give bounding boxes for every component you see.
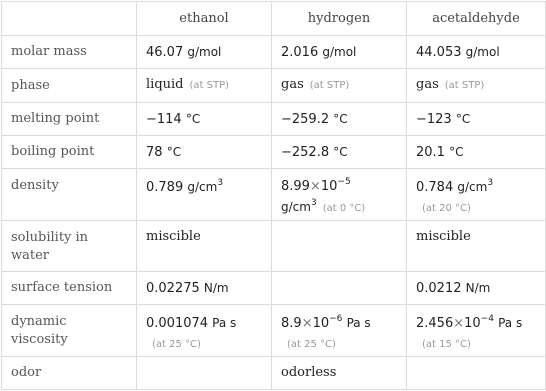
value: gas [416, 77, 439, 92]
cell-ethanol [137, 103, 272, 136]
row-odor [2, 357, 546, 390]
value: miscible [416, 229, 471, 244]
cell-acetaldehyde [407, 136, 546, 169]
times-sign: × [301, 316, 313, 331]
header-ethanol: ethanol [137, 2, 272, 36]
header-empty-cell [2, 2, 137, 36]
row-label: density [2, 169, 137, 221]
value-line [416, 313, 536, 334]
cell-hydrogen [272, 357, 407, 390]
cell-hydrogen [272, 136, 407, 169]
condition-note: (at STP) [189, 80, 230, 91]
base: 10 [320, 179, 338, 194]
unit: g/mol [465, 44, 500, 59]
value: −252.8 [281, 144, 330, 160]
row-label: boiling point [2, 136, 137, 169]
cell-acetaldehyde [407, 169, 546, 221]
unit: g/cm [457, 180, 488, 194]
unit: Pa s [498, 316, 523, 330]
row-label: odor [2, 357, 137, 390]
cell-ethanol [137, 357, 272, 390]
unit-exponent: 3 [310, 198, 317, 208]
cell-acetaldehyde [407, 69, 546, 103]
value-line [281, 177, 397, 197]
unit: N/m [203, 280, 229, 295]
note-line [281, 334, 397, 355]
condition-note: (at 20 °C) [422, 203, 471, 214]
cell-acetaldehyde [407, 36, 546, 69]
unit: g/cm [281, 200, 311, 214]
cell-hydrogen [272, 221, 407, 272]
value-line [416, 177, 536, 198]
unit: °C [166, 144, 182, 159]
unit: °C [455, 111, 471, 126]
row-density [2, 169, 546, 221]
times-sign: × [309, 179, 321, 194]
condition-note: (at STP) [444, 80, 485, 91]
unit-exponent: 3 [487, 178, 494, 188]
condition-note: (at STP) [309, 80, 350, 91]
unit: °C [449, 144, 464, 159]
cell-hydrogen [272, 305, 407, 357]
unit-line [281, 197, 397, 219]
base: 10 [464, 316, 481, 331]
header-row [2, 2, 546, 36]
cell-hydrogen [272, 272, 407, 305]
cell-ethanol [137, 136, 272, 169]
row-label: dynamic viscosity [2, 305, 137, 357]
cell-acetaldehyde [407, 305, 546, 357]
value: −259.2 [281, 111, 330, 127]
unit: °C [333, 144, 348, 159]
value: 0.784 [416, 180, 454, 195]
value: odorless [281, 365, 337, 380]
row-label: surface tension [2, 272, 137, 305]
value: 0.02275 [146, 280, 200, 296]
cell-ethanol [137, 69, 272, 103]
condition-note: (at 15 °C) [422, 339, 471, 350]
exponent: −6 [329, 314, 343, 324]
exponent: −5 [337, 177, 351, 187]
cell-acetaldehyde [407, 221, 546, 272]
value: 0.0212 [416, 280, 462, 296]
value: gas [281, 77, 304, 92]
cell-acetaldehyde [407, 103, 546, 136]
row-label: molar mass [2, 36, 137, 69]
cell-hydrogen [272, 36, 407, 69]
cell-hydrogen [272, 103, 407, 136]
note-line [146, 334, 262, 355]
condition-note: (at 25 °C) [287, 339, 336, 350]
unit: Pa s [346, 316, 371, 330]
note-line [416, 334, 536, 355]
value: miscible [146, 229, 201, 244]
header-hydrogen: hydrogen [272, 2, 407, 36]
unit: °C [185, 111, 201, 126]
cell-ethanol [137, 36, 272, 69]
row-solubility-in-water [2, 221, 546, 272]
cell-ethanol [137, 221, 272, 272]
row-label: melting point [2, 103, 137, 136]
cell-ethanol [137, 305, 272, 357]
row-label: solubility in water [2, 221, 137, 272]
unit: Pa s [212, 316, 237, 330]
value-line [146, 313, 262, 334]
row-label: phase [2, 69, 137, 103]
row-melting-point [2, 103, 546, 136]
times-sign: × [453, 316, 465, 331]
value: liquid [146, 77, 184, 92]
value: 0.001074 [146, 316, 209, 331]
row-molar-mass [2, 36, 546, 69]
condition-note: (at 25 °C) [152, 339, 201, 350]
cell-ethanol [137, 169, 272, 221]
unit: g/mol [322, 44, 357, 59]
row-dynamic-viscosity [2, 305, 546, 357]
mantissa: 2.456 [416, 316, 454, 331]
condition-note: (at 0 °C) [322, 203, 366, 214]
base: 10 [312, 316, 330, 331]
unit: g/mol [187, 44, 222, 59]
value: 2.016 [281, 44, 319, 60]
note-line [416, 198, 536, 219]
value-line [281, 313, 397, 334]
mantissa: 8.9 [281, 316, 302, 331]
value: 0.789 [146, 180, 184, 195]
cell-acetaldehyde [407, 357, 546, 390]
row-phase [2, 69, 546, 103]
value: 78 [146, 144, 163, 160]
properties-table [1, 1, 546, 390]
value: −123 [416, 111, 452, 127]
value: 46.07 [146, 44, 184, 60]
unit: N/m [465, 280, 491, 295]
header-acetaldehyde: acetaldehyde [407, 2, 546, 36]
row-surface-tension [2, 272, 546, 305]
exponent: −4 [480, 314, 494, 324]
cell-acetaldehyde [407, 272, 546, 305]
mantissa: 8.99 [281, 179, 310, 194]
unit: g/cm [187, 180, 218, 194]
unit: °C [333, 111, 348, 126]
cell-ethanol [137, 272, 272, 305]
unit-exponent: 3 [217, 178, 224, 188]
row-boiling-point [2, 136, 546, 169]
value: 20.1 [416, 144, 445, 160]
cell-hydrogen [272, 169, 407, 221]
cell-hydrogen [272, 69, 407, 103]
value: −114 [146, 111, 182, 127]
value: 44.053 [416, 44, 462, 60]
